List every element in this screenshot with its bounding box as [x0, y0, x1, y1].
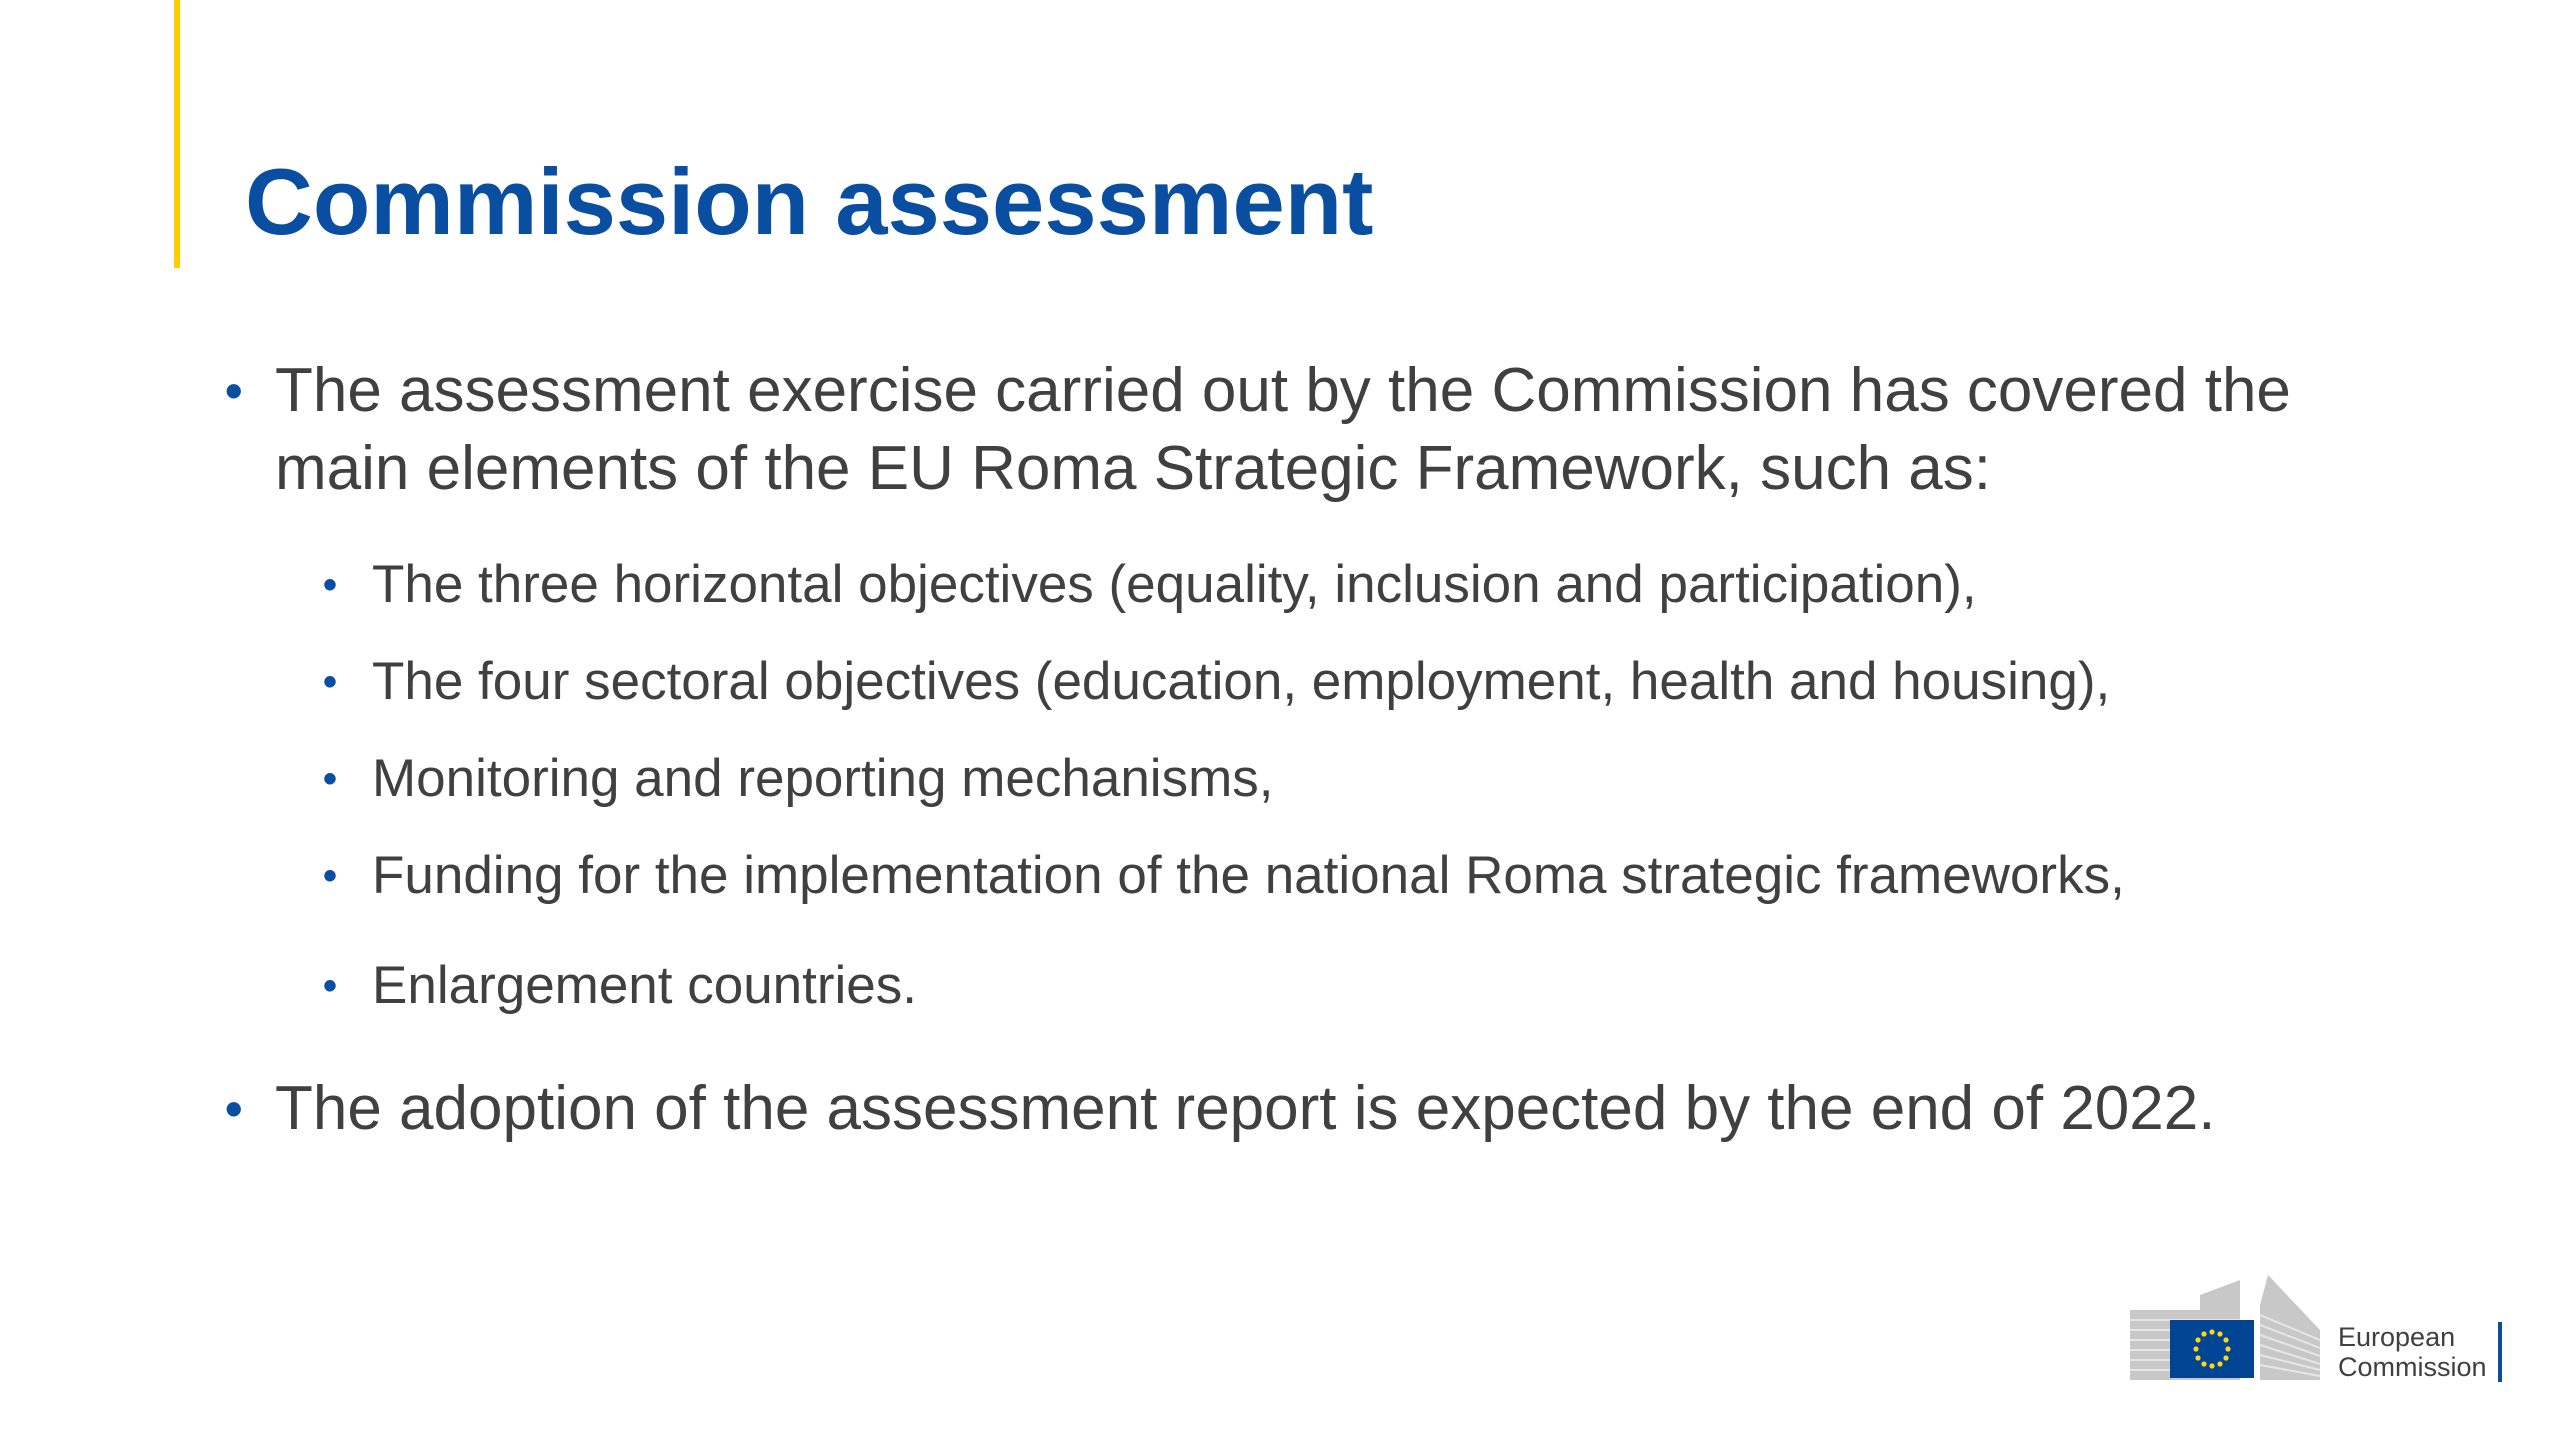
logo-wordmark: [2338, 1322, 2487, 1382]
sub-bullet-icon: •: [323, 563, 338, 607]
bullet-text: The adoption of the assessment report is expected by the end of 2022.: [275, 1074, 2216, 1143]
sub-bullet-icon: •: [323, 854, 338, 898]
bullet-item: [225, 1070, 2415, 1148]
bullet-icon: •: [225, 1081, 243, 1137]
sub-bullet-item: [323, 553, 2372, 617]
sub-bullet-text: Funding for the implementation of the national Roma strategic frameworks,: [372, 846, 2125, 905]
sub-bullet-item: [323, 747, 2372, 811]
bullet-icon: •: [225, 363, 243, 419]
sub-bullet-icon: •: [323, 757, 338, 801]
logo-divider: [2498, 1322, 2502, 1382]
sub-bullet-item: [323, 650, 2372, 714]
slide-title: Commission assessment: [245, 149, 1374, 254]
sub-bullet-icon: •: [323, 964, 338, 1008]
logo-line-2: Commission: [2338, 1352, 2487, 1382]
bullet-item: [225, 352, 2415, 508]
sub-bullet-text: The three horizontal objectives (equality, inclusion and participation),: [372, 555, 1977, 614]
sub-bullet-text: Enlargement countries.: [372, 956, 918, 1015]
sub-bullet-item: [323, 954, 2372, 1018]
sub-bullet-icon: •: [323, 660, 338, 704]
bullet-text: The assessment exercise carried out by the Commission has covered the main elements of the EU Roma Strategic Framework, such as:: [275, 356, 2291, 503]
sub-bullet-item: [323, 844, 2372, 908]
logo-line-1: European: [2338, 1322, 2456, 1352]
sub-bullet-text: The four sectoral objectives (education, employment, health and housing),: [372, 652, 2111, 711]
sub-bullet-text: Monitoring and reporting mechanisms,: [372, 749, 1274, 808]
